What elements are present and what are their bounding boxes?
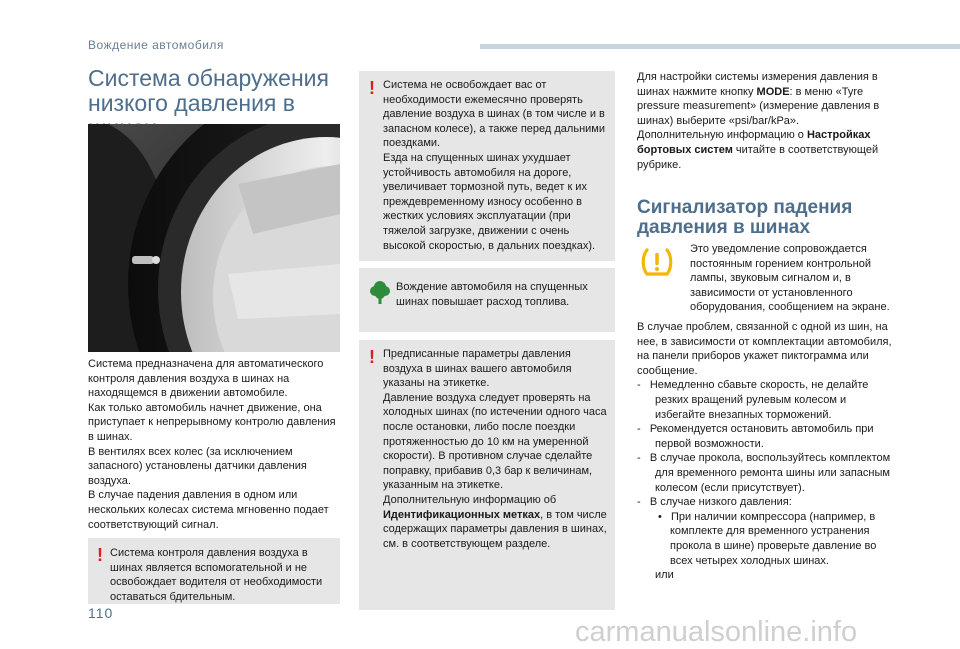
pressure-paragraph: Давление воздуха следует проверять на холодных шинах (по истечении одного часа после остановки, либо после поездки протяженностью до 10 км на умеренной скорости). В противном случае сделайте поправку, прибавив 0,3 бар к величинам, указанным на этикетке.: [383, 391, 607, 492]
instruction-item: - Рекомендуется остановить автомобиль при первой возможности.: [637, 423, 874, 450]
text-run: читайте в соответствующей рубрике.: [637, 143, 879, 171]
text-run: Для настройки системы измерения давления в шинах нажмите кнопку: [637, 71, 878, 98]
text-run: Дополнительную информацию о: [637, 129, 807, 142]
pressure-paragraph: Предписанные параметры давления воздуха в шинах вашего автомобиля указаны на этикетке.: [383, 348, 572, 390]
page-number: 110: [88, 605, 114, 621]
onboard-settings-ref: Настройках бортовых систем: [637, 129, 871, 156]
identification-labels-ref: Идентификационных метках: [383, 508, 541, 521]
intro-paragraph: Как только автомобиль начнет движение, она приступает к непрерывному контролю давления в шинах.: [88, 401, 336, 443]
watermark: carmanualsonline.info: [575, 616, 858, 648]
warning-note-monthly-check: [359, 71, 615, 261]
intro-text: [88, 357, 342, 532]
intro-paragraph: В случае падения давления в одном или нескольких колесах система мгновенно подает соответствующий сигнал.: [88, 489, 329, 531]
intro-paragraph: В вентилях всех колес (за исключением запасного) установлены датчики давления воздуха.: [88, 445, 307, 487]
instruction-subitem: • При наличии компрессора (например, в комплекте для временного устранения прокола в шине) проверьте давление во всех четырех холодных шинах.: [658, 510, 877, 567]
page-title: Система обнаружения низкого давления в: [88, 65, 329, 116]
text-run: : в меню «Tyre pressure measurement» (измерение давления в шинах) выберите «psi/bar/kPa».: [637, 85, 880, 127]
instruction-item: - Немедленно сбавьте скорость, не делайте резких вращений рулевым колесом и избегайте внезапных торможений.: [637, 379, 869, 421]
text-run: Дополнительную информацию об: [383, 493, 557, 506]
section-title: Сигнализатор падения давления в шинах: [637, 197, 853, 238]
exclamation-icon: !: [369, 78, 375, 98]
eco-note-text: Вождение автомобиля на спущенных шинах повышает расход топлива.: [396, 281, 588, 308]
eco-note: [359, 268, 615, 332]
mode-button-label: MODE: [756, 85, 790, 98]
header-section-title: Вождение автомобиля: [88, 38, 224, 52]
instruction-or: или: [655, 569, 674, 582]
eco-tree-icon: [369, 279, 391, 305]
warning-paragraph: Система не освобождает вас от необходимости ежемесячно проверять давление воздуха в шинах (в том числе и в запасном колесе), а также перед дальними поездками.: [383, 79, 605, 150]
exclamation-icon: !: [369, 347, 375, 367]
instruction-item: - В случае низкого давления:: [637, 496, 792, 509]
warning-note-pressure: [359, 340, 615, 610]
exclamation-icon: !: [97, 545, 103, 565]
settings-text: [637, 70, 897, 172]
warning-note-text: [383, 347, 611, 551]
alert-instructions: [637, 320, 899, 583]
wheel-illustration: [88, 124, 340, 352]
tyre-pressure-warning-icon: [640, 246, 674, 278]
settings-paragraph: [637, 128, 897, 172]
text-run: , в том числе содержащих параметры давления в шинах, см. в соответствующем разделе.: [383, 508, 607, 550]
warning-note-text: [383, 78, 611, 253]
intro-paragraph: Система предназначена для автоматического контроля давления воздуха в шинах на находящемся в движении автомобиле.: [88, 358, 324, 400]
instruction-item: - В случае прокола, воспользуйтесь комплектом для временного ремонта шины или запасным колесом (если присутствует).: [637, 452, 891, 494]
header-bar: [480, 44, 960, 49]
alert-description: Это уведомление сопровождается постоянным горением контрольной лампы, звуковым сигналом и, в зависимости от установленного оборудования, сообщением на экране.: [690, 243, 890, 314]
warning-note-text: Система контроля давления воздуха в шинах является вспомогательной и не освобождает водителя от необходимости оставаться бдительным.: [110, 547, 323, 603]
instructions-intro: В случае проблем, связанной с одной из шин, на нее, в зависимости от комплектации автомобиля, на панели приборов укажет пиктограмма или сообщение.: [637, 321, 892, 377]
warning-note-vigilance: [88, 538, 340, 604]
warning-paragraph: Езда на спущенных шинах ухудшает устойчивость автомобиля на дороге, увеличивает тормозной путь, ведет к их преждевременному износу особенно в жестких условиях эксплуатации (при тяжелой загрузке, движении с очень высокой скоростью, в дальних поездках).: [383, 151, 596, 252]
valve-icon: [132, 256, 154, 264]
wheel-photo: [88, 124, 340, 352]
pressure-paragraph: [383, 493, 611, 551]
settings-paragraph: [637, 70, 897, 128]
